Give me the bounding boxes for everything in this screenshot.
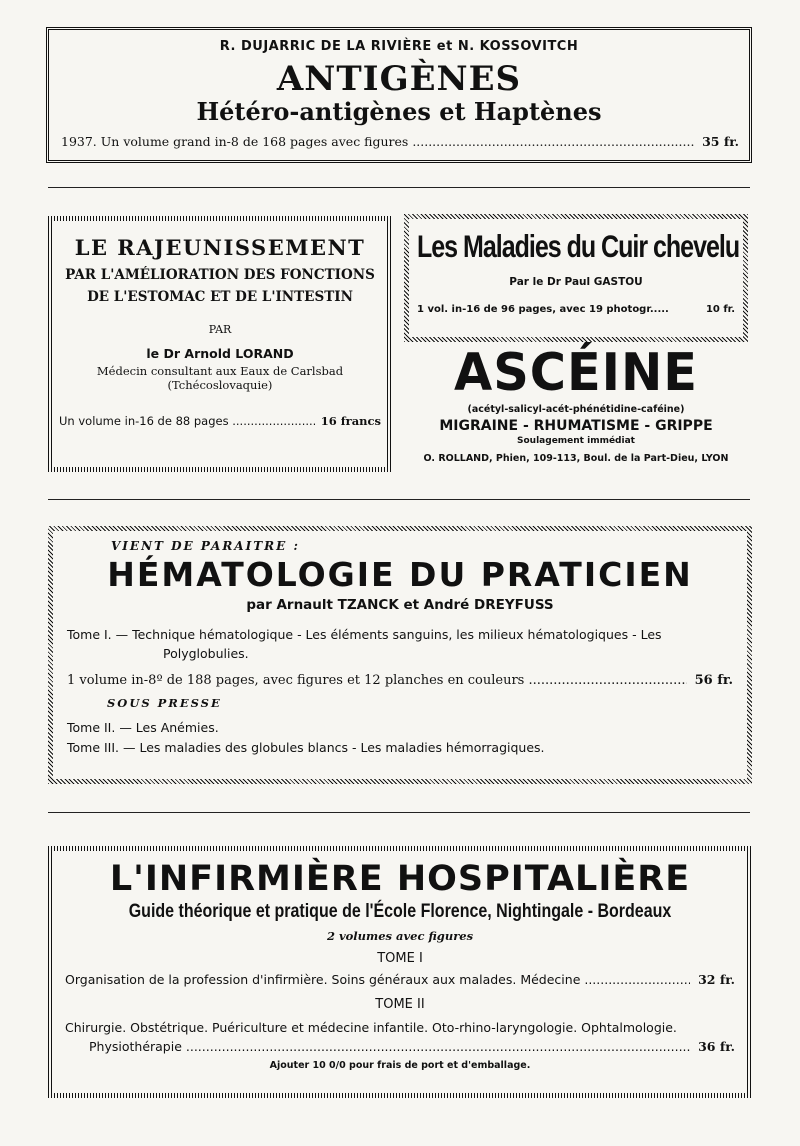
hematologie-kicker: VIENT DE PARAITRE : [111,539,300,553]
rajeunissement-desc: Un volume in-16 de 88 pages ..... [59,414,315,428]
hematologie-volume-desc: 1 volume in-8º de 188 pages, avec figures et 12 planches en couleurs ..... [67,673,687,688]
cuir-line [417,304,735,315]
hematologie-tome1b: Polyglobulies. [163,646,249,661]
rajeunissement-title: LE RAJEUNISSEMENT [74,235,366,260]
asceine-address: O. ROLLAND, Phien, 109-113, Boul. de la Part-Dieu, LYON [423,453,729,464]
infirmiere-ad [48,846,752,1098]
antigenes-desc: 1937. Un volume grand in-8 de 168 pages avec figures ..... [61,134,694,149]
divider [48,499,750,500]
rajeunissement-price: 16 francs [320,414,381,428]
hematologie-tome1: Tome I. — Technique hématologique - Les éléments sanguins, les milieux hématologiques - Les [67,627,662,642]
asceine-ad [404,344,748,480]
infirmiere-tome2-text: Chirurgie. Obstétrique. Puériculture et médecine infantile. Oto-rhino-laryngologie. Ophtalmologie. [65,1020,677,1035]
rajeunissement-sub1: PAR L'AMÉLIORATION DES FONCTIONS [65,267,375,283]
hematologie-authors: par Arnault TZANCK et André DREYFUSS [246,597,554,613]
divider [48,812,750,813]
asceine-title: ASCÉINE [454,343,698,403]
rajeunissement-par: PAR [208,323,232,336]
hematologie-tome3: Tome III. — Les maladies des globules blancs - Les maladies hémorragiques. [67,740,545,755]
infirmiere-tome1-text: Organisation de la profession d'infirmière. Soins généraux aux malades. Médecine ..... [65,972,690,987]
cuir-title: Les Maladies du Cuir chevelu [417,229,740,265]
infirmiere-tome1-head: TOME I [377,951,423,966]
hematologie-volume [67,673,733,688]
infirmiere-tome2-text2: Physiothérapie ..... [89,1039,690,1054]
rajeunissement-ad [48,216,392,472]
rajeunissement-role: Médecin consultant aux Eaux de Carlsbad [96,364,344,378]
rajeunissement-author: le Dr Arnold LORAND [146,346,294,361]
antigenes-authors: R. DUJARRIC DE LA RIVIÈRE et N. KOSSOVITCH [219,39,579,54]
infirmiere-note: Ajouter 10 0/0 pour frais de port et d'emballage. [269,1060,531,1071]
asceine-relief: Soulagement immédiat [517,436,635,446]
cuir-ad [404,214,748,342]
asceine-uses: MIGRAINE - RHUMATISME - GRIPPE [439,418,713,434]
infirmiere-tome1-price: 32 fr. [698,972,735,987]
cuir-author: Par le Dr Paul GASTOU [509,276,643,288]
infirmiere-title: L'INFIRMIÈRE HOSPITALIÈRE [109,859,691,899]
cuir-desc: 1 vol. in-16 de 96 pages, avec 19 photogr..... [417,304,669,315]
antigenes-ad [46,27,752,163]
infirmiere-tome2-head: TOME II [375,997,425,1012]
infirmiere-tome1 [65,972,735,987]
rajeunissement-sub2: DE L'ESTOMAC ET DE L'INTESTIN [87,289,353,305]
hematologie-ad [48,526,752,784]
hematologie-tome2: Tome II. — Les Anémies. [67,720,219,735]
antigenes-subtitle: Hétéro-antigènes et Haptènes [196,97,602,126]
infirmiere-subtitle: Guide théorique et pratique de l'École Florence, Nightingale - Bordeaux [128,901,672,922]
infirmiere-volumes: 2 volumes avec figures [326,929,474,943]
rajeunissement-place: (Tchécoslovaquie) [167,378,273,392]
antigenes-title: ANTIGÈNES [276,59,522,99]
infirmiere-tome2-price: 36 fr. [698,1039,735,1054]
infirmiere-tome2 [65,1039,735,1054]
asceine-formula: (acétyl-salicyl-acét-phénétidine-caféine) [467,404,685,415]
hematologie-press: SOUS PRESSE [107,696,222,710]
rajeunissement-line [59,414,381,428]
divider [48,187,750,188]
hematologie-price: 56 fr. [694,673,733,688]
antigenes-price: 35 fr. [702,134,739,149]
hematologie-title: HÉMATOLOGIE DU PRATICIEN [107,555,693,594]
antigenes-line [61,134,739,149]
cuir-price: 10 fr. [705,304,735,315]
